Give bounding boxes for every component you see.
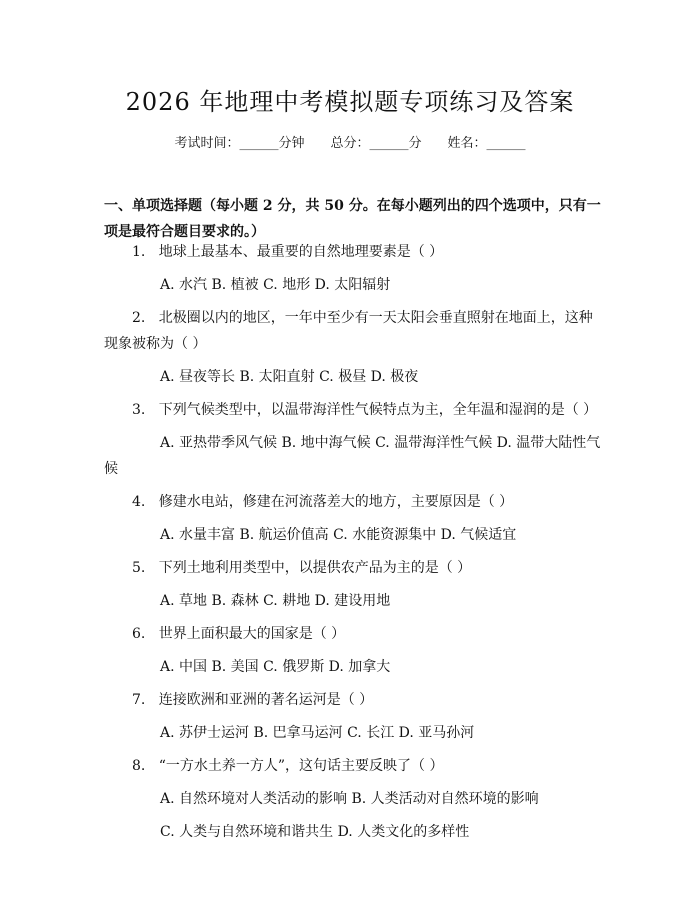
page-title: 2026 年地理中考模拟题专项练习及答案	[125, 88, 575, 116]
question-options: A. 自然环境对人类活动的影响 B. 人类活动对自然环境的影响	[160, 791, 539, 807]
question-number: 8.	[132, 758, 146, 774]
question-number: 2.	[132, 310, 146, 326]
question-item	[104, 687, 604, 713]
question-text: 北极圈以内的地区，一年中至少有一天太阳会垂直照射在地面上，这种现象被称为（ ）	[104, 310, 593, 352]
question-options: A. 亚热带季风气候 B. 地中海气候 C. 温带海洋性气候 D. 温带大陆性气候	[104, 435, 601, 477]
question-number: 5.	[132, 560, 146, 576]
question-number: 7.	[132, 692, 146, 708]
question-number: 6.	[132, 626, 146, 642]
question-text: 世界上面积最大的国家是（ ）	[158, 626, 346, 642]
question-options: A. 水汽 B. 植被 C. 地形 D. 太阳辐射	[160, 277, 391, 293]
question-item	[104, 397, 604, 423]
question-item	[104, 239, 604, 265]
question-text: 地球上最基本、最重要的自然地理要素是（ ）	[158, 244, 444, 260]
question-text: 修建水电站，修建在河流落差大的地方，主要原因是（ ）	[158, 494, 514, 510]
question-options: A. 中国 B. 美国 C. 俄罗斯 D. 加拿大	[160, 659, 391, 675]
question-options: A. 水量丰富 B. 航运价值高 C. 水能资源集中 D. 气候适宜	[160, 527, 517, 543]
student-name-label: 姓名：______	[447, 136, 526, 151]
question-text: “一方水土养一方人”，这句话主要反映了（ ）	[158, 758, 444, 774]
question-text: 下列气候类型中，以温带海洋性气候特点为主，全年温和湿润的是（ ）	[158, 402, 598, 418]
question-item	[104, 621, 604, 647]
question-options: A. 昼夜等长 B. 太阳直射 C. 极昼 D. 极夜	[160, 369, 419, 385]
question-number: 4.	[132, 494, 146, 510]
question-options: A. 草地 B. 森林 C. 耕地 D. 建设用地	[160, 593, 391, 609]
question-text: 下列土地利用类型中，以提供农产品为主的是（ ）	[158, 560, 472, 576]
exam-time-label: 考试时间：______分钟	[174, 136, 305, 151]
question-options: C. 人类与自然环境和谐共生 D. 人类文化的多样性	[160, 824, 470, 840]
question-item	[104, 489, 604, 515]
question-item	[104, 305, 604, 357]
question-text: 连接欧洲和亚洲的著名运河是（ ）	[158, 692, 374, 708]
section-header: 一、单项选择题（每小题 2 分，共 50 分。在每小题列出的四个选项中，只有一项是最符合题目要求的。）	[104, 198, 601, 240]
question-number: 3.	[132, 402, 146, 418]
question-list	[104, 239, 604, 852]
total-score-label: 总分：______分	[330, 136, 422, 151]
question-options: A. 苏伊士运河 B. 巴拿马运河 C. 长江 D. 亚马孙河	[160, 725, 475, 741]
question-item	[104, 753, 604, 779]
question-item	[104, 555, 604, 581]
question-number: 1.	[132, 244, 146, 260]
exam-info-line	[0, 132, 700, 151]
